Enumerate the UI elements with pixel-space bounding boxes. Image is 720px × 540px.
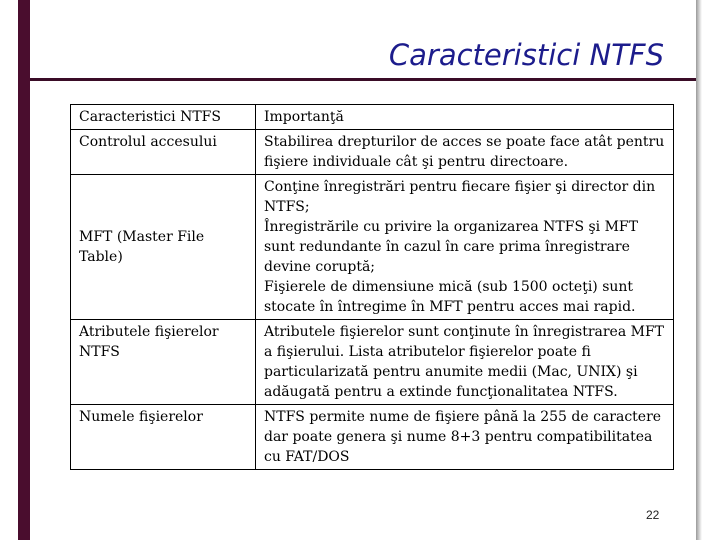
importance-cell: Stabilirea drepturilor de acces se poate face atât pentru fişiere individuale cât şi pentru directoare. bbox=[256, 130, 674, 175]
feature-cell: MFT (Master File Table) bbox=[71, 175, 256, 320]
ntfs-features-table bbox=[70, 104, 674, 470]
importance-line: Fişierele de dimensiune mică (sub 1500 octeţi) sunt stocate în întregime în MFT pentru acces mai rapid. bbox=[264, 279, 636, 315]
header-cell-feature: Caracteristici NTFS bbox=[71, 105, 256, 130]
title-divider bbox=[30, 78, 696, 81]
table-row bbox=[71, 175, 674, 320]
importance-line: Înregistrările cu privire la organizarea NTFS şi MFT sunt redundante în cazul în care prima înregistrare devine coruptă; bbox=[264, 219, 638, 275]
feature-cell: Atributele fişierelor NTFS bbox=[71, 320, 256, 405]
table-row bbox=[71, 405, 674, 470]
right-edge-shadow bbox=[696, 0, 702, 540]
slide-title: Caracteristici NTFS bbox=[388, 38, 664, 72]
feature-cell: Controlul accesului bbox=[71, 130, 256, 175]
page-number: 22 bbox=[646, 508, 660, 522]
importance-line: Conţine înregistrări pentru fiecare fişier şi director din NTFS; bbox=[264, 179, 656, 215]
header-cell-importance: Importanţă bbox=[256, 105, 674, 130]
left-accent-bar bbox=[18, 0, 30, 540]
importance-cell bbox=[256, 175, 674, 320]
table-header-row bbox=[71, 105, 674, 130]
importance-cell: NTFS permite nume de fişiere până la 255 de caractere dar poate genera şi nume 8+3 pentru compatibilitatea cu FAT/DOS bbox=[256, 405, 674, 470]
feature-cell: Numele fişierelor bbox=[71, 405, 256, 470]
importance-cell: Atributele fişierelor sunt conţinute în înregistrarea MFT a fişierului. Lista atributelor fişierelor poate fi particularizată pentru anumite medii (Mac, UNIX) şi adăugată pentru a extinde funcţionalitatea NTFS. bbox=[256, 320, 674, 405]
table-row bbox=[71, 130, 674, 175]
table-row bbox=[71, 320, 674, 405]
